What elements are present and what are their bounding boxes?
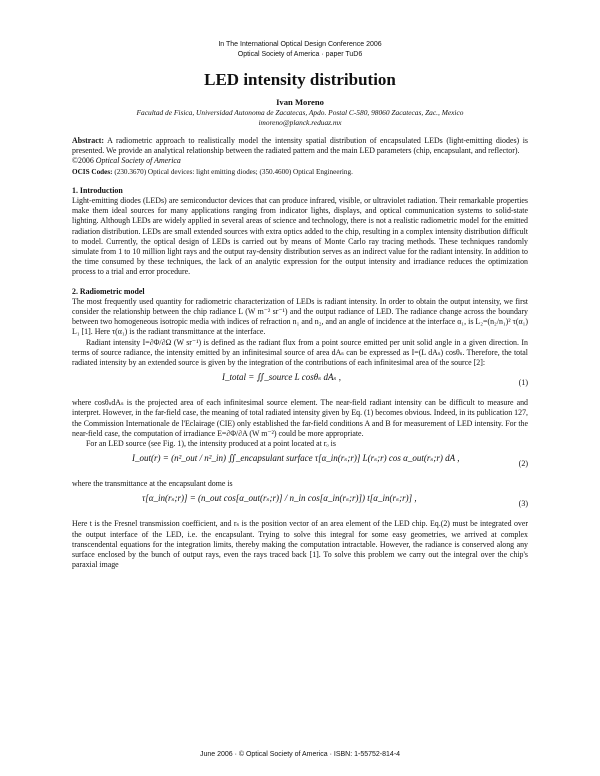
abstract-block [72,136,528,571]
equation-3-number: (3) [518,499,528,509]
paper-title: LED intensity distribution [204,70,396,89]
ocis-line [72,167,528,177]
author-name: Ivan Moreno [276,97,324,107]
radiometric-paragraph-5: where the transmittance at the encapsulant dome is [72,479,233,489]
equation-2-body: I_out(r) = (n²_out / n²_in) ∬_encapsulant surface τ[α_in(rₛ;r)] L(rₛ;r) cos α_out(rₛ;r) dA , [132,453,460,464]
equation-3 [72,489,528,519]
copyright-line [72,156,528,166]
abstract-paragraph [72,136,528,156]
radiometric-paragraph-1: The most frequently used quantity for radiometric characterization of LEDs is radiant intensity. In order to obtain the output intensity, we first consider the relationship between the chip radiance L (W m⁻² sr⁻¹) and the output radiance of LED. The radiance change across the boundary between two homogeneous isotropic media with indices of refraction n₁ and n₂, and an angle of incidence at the interface α₁, is L₂=(n₂/n₁)² τ(α₁) L₁ [1]. Here τ(α₁) is the radiant transmittance at the interface. [72,296,528,337]
equation-1-body: I_total = ∬_source L cosθₛ dAₛ , [222,372,341,383]
affiliation: Facultad de Fisica, Universidad Autonoma de Zacatecas, Apdo. Postal C-580, 98060 Zacatecas, Zac., Mexico [136,108,464,117]
radiometric-paragraph-4: For an LED source (see Fig. 1), the intensity produced at a point located at rₒ is [86,439,336,449]
author-email: imoreno@planck.reduaz.mx [258,118,342,127]
radiometric-paragraph-6: Here t is the Fresnel transmission coefficient, and rₛ is the position vector of an area element of the LED chip. Eq.(2) must be integrated over the output interface of the LED, i.e. the encapsulant. Trying to solve this integral for some easy geometries, we arrived at complex transcendental equations for the integration limits, thereby making the computation intractable. However, the radiance is conserved along any surface enclosed by the bunch of output rays, even the rays traced back [1]. To solve this problem we carry out the integral over the chip's paraxial image [72,519,528,570]
equation-3-body: τ[α_in(rₛ;r)] = (n_out cos[α_out(rₛ;r)] / n_in cos[α_in(rₛ;r)]) t[α_in(rₛ;r)] , [142,493,417,504]
conference-header [0,40,600,60]
intro-paragraph: Light-emitting diodes (LEDs) are semiconductor devices that can produce infrared, visible, or ultraviolet radiation. Their remarkable properties make them ideal sources for many applications ranging from indicator lights, displays, and optical communication systems to solid-state lighting. Although LEDs are widely applied in several areas of science and technology, there is not a realistic radiometric model for the emitted radiation distribution. LEDs are small extended sources with extra optics added to the chip, resulting in a complex intensity distribution difficult to model. Currently, the optical design of LEDs is carried out by means of Monte Carlo ray tracing methods. These techniques randomly simulate from 1 to 10 million light rays and the output ray-density distribution serves as an indirect value for the radiant intensity. In addition to the time consumed by these techniques, the lack of an analytic expression for the output intensity and irradiance reduces the optimization process to a trial and error procedure. [72,196,528,277]
equation-2-number: (2) [518,459,528,469]
equation-1 [72,368,528,398]
page-footer: June 2006 · © Optical Society of America · ISBN: 1-55752-814-4 [199,751,401,758]
header-line-2: Optical Society of America · paper TuD6 [237,51,363,58]
radiometric-paragraph-2: Radiant intensity I=∂Φ/∂Ω (W sr⁻¹) is defined as the radiant flux from a point source emitted per unit solid angle in a given direction. In terms of source radiance, the intensity emitted by an infinitesimal source of area dAₛ can be expressed as I=(L dAₛ) cosθₛ. Therefore, the total radiated intensity by an extended source is given by the integration of the contributions of each infinitesimal area of the source [2]: [72,337,528,368]
radiometric-paragraph-3: where cosθₛdAₛ is the projected area of each infinitesimal source element. The near-field radiant intensity can be difficult to measure and interpret. However, in the far-field case, the meaning of total radiated intensity given by Eq. (1) becomes obvious. Indeed, in its publication 127, the Commission Internationale de l'Eclairage (CIE) only established the far-field conditions A and B for measurement of LED intensity. For the near-field case, the computation of irradiance E=∂Φ/∂A (W m⁻²) could be more appropriate. [72,398,528,438]
copyright-year: ©2006 [72,156,94,166]
abstract-text: A radiometric approach to realistically model the intensity spatial distribution of encapsulated LEDs (light-emitting diodes) is presented. We provide an analytical relationship between the radiated pattern and the main LED parameters (chip, encapsulant, and reflector). [72,136,528,156]
equation-1-number: (1) [518,378,528,388]
section-title-radiometric: 2. Radiometric model [72,286,145,296]
ocis-text: (230.3670) Optical devices: light emitting diodes; (350.4600) Optical Engineering. [114,167,353,176]
equation-2 [72,449,528,479]
ocis-label: OCIS Codes: [72,167,113,176]
copyright-org: Optical Society of America [95,156,181,166]
section-title-introduction: 1. Introduction [72,185,123,195]
affiliation-block [0,108,600,128]
header-line-1: In The International Optical Design Conference 2006 [218,41,382,48]
abstract-label: Abstract: [72,136,104,145]
